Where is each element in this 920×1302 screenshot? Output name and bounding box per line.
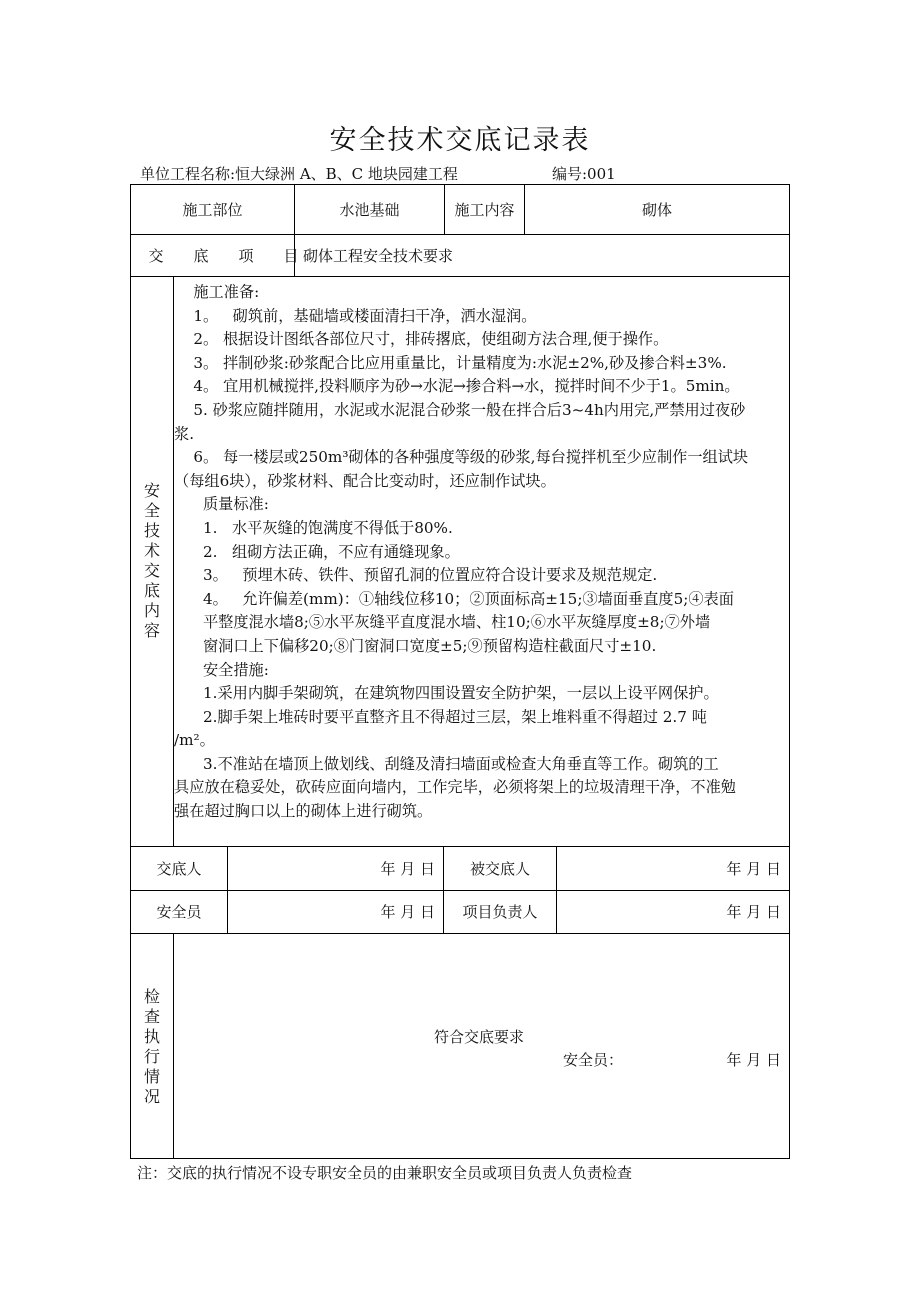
project-manager-label: 项目负责人	[462, 903, 538, 921]
page-title: 安全技术交底记录表	[329, 125, 591, 156]
record-table	[130, 184, 790, 1159]
content-line: 1。 砌筑前，基础墙或楼面清扫干净，洒水湿润。	[174, 306, 537, 325]
content-line: 窗洞口上下偏移20;⑧门窗洞口宽度±5;⑨预留构造柱截面尺寸±10.	[174, 636, 657, 655]
construction-content-value: 砌体	[641, 200, 672, 219]
discloser-date: 年 月 日	[380, 859, 435, 878]
discloser-label: 交底人	[156, 859, 202, 878]
construction-part-label: 施工部位	[182, 200, 243, 219]
row-divider	[131, 276, 789, 277]
content-line: 施工准备:	[174, 283, 260, 301]
construction-content-label: 施工内容	[454, 200, 515, 219]
content-line: 1.采用内脚手架砌筑，在建筑物四围设置安全防护架，一层以上设平网保护。	[174, 684, 719, 703]
project-name: 单位工程名称:恒大绿洲 A、B、C 地块园建工程	[140, 165, 458, 183]
content-line: （每组6块），砂浆材料、配合比变动时，还应制作试块。	[174, 471, 556, 490]
content-line: 4。 允许偏差(mm)：①轴线位移10；②顶面标高±15;③墙面垂直度5;④表面	[174, 589, 734, 608]
content-line: 2。 根据设计图纸各部位尺寸，排砖撂底，使组砌方法合理,便于操作。	[174, 330, 669, 349]
project-manager-date: 年 月 日	[726, 903, 781, 921]
col-divider	[173, 933, 174, 1159]
row-divider	[131, 933, 789, 934]
record-number: 编号:001	[552, 165, 616, 183]
inspection-date: 年 月 日	[726, 1051, 781, 1069]
content-line: 4。 宜用机械搅拌,投料顺序为砂→水泥→掺合料→水，搅拌时间不少于1。5min。	[174, 377, 740, 396]
content-line: 浆.	[174, 424, 195, 443]
inspection-result: 符合交底要求	[433, 1028, 524, 1046]
content-line: 6。 每一楼层或250m³砌体的各种强度等级的砂浆,每台搅拌机至少应制作一组试块	[174, 448, 749, 467]
content-line: 质量标准:	[174, 495, 269, 514]
construction-part-value: 水池基础	[339, 200, 400, 219]
receiver-date: 年 月 日	[726, 859, 781, 878]
receiver-label: 被交底人	[469, 859, 530, 878]
content-line: 3。 拌制砂浆:砂浆配合比应用重量比，计量精度为:水泥±2%,砂及掺合料±3%.	[174, 353, 727, 372]
safety-officer-date: 年 月 日	[380, 903, 435, 921]
content-line: 3.不准站在墙顶上做划线、刮缝及清扫墙面或检查大角垂直等工作。砌筑的工	[174, 754, 719, 773]
content-line: 强在超过胸口以上的砌体上进行砌筑。	[174, 802, 433, 821]
content-line: 2. 组砌方法正确，不应有通缝现象。	[174, 542, 460, 561]
content-line: 平整度混水墙8;⑤水平灰缝平直度混水墙、柱10;⑥水平灰缝厚度±8;⑦外墙	[174, 613, 711, 632]
content-line: 1. 水平灰缝的饱满度不得低于80%.	[174, 518, 453, 537]
section-label-inspection: 检 查 执 行 情 况	[143, 987, 160, 1106]
content-line: 2.脚手架上堆砖时要平直整齐且不得超过三层，架上堆料重不得超过 2.7 吨	[174, 707, 707, 726]
content-line: /m²。	[174, 731, 215, 750]
content-line: 3。 预埋木砖、铁件、预留孔洞的位置应符合设计要求及规范规定.	[174, 566, 658, 585]
section-label-content: 安 全 技 术 交 底 内 容	[143, 481, 160, 640]
safety-officer-label: 安全员	[156, 903, 202, 921]
content-line: 安全措施:	[174, 660, 269, 679]
disclosure-item-value: 砌体工程安全技术要求	[303, 246, 454, 265]
inspection-signer-label: 安全员：	[563, 1051, 624, 1069]
footnote: 注：交底的执行情况不设专职安全员的由兼职安全员或项目负责人负责检查	[137, 1164, 633, 1182]
content-line: 具应放在稳妥处，砍砖应面向墙内，工作完毕，必须将架上的垃圾清理干净，不准勉	[174, 778, 736, 797]
disclosure-content	[174, 281, 789, 824]
disclosure-item-label: 交 底 项 目	[148, 246, 299, 265]
content-line: 5. 砂浆应随拌随用，水泥或水泥混合砂浆一般在拌合后3~4h内用完,严禁用过夜砂	[174, 400, 746, 419]
